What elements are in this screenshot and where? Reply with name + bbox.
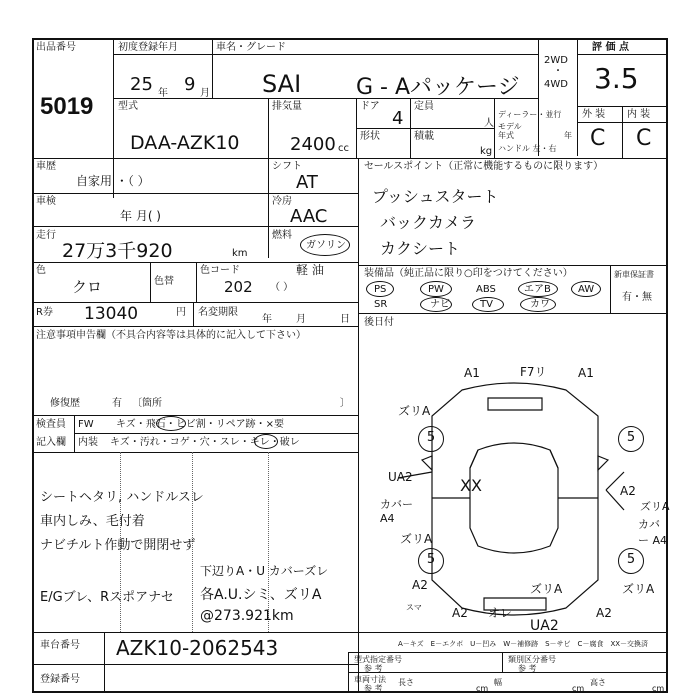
model-year-label: モデル	[498, 122, 522, 131]
divider	[358, 313, 668, 314]
dmg-left-front-door: UA2	[388, 470, 413, 484]
recolor-label: 色替	[154, 276, 174, 287]
equip-kawa-circle	[520, 297, 556, 312]
right-note-3: @273.921km	[200, 608, 294, 624]
divider	[577, 38, 578, 156]
divider	[610, 265, 611, 313]
repair-label: 修復歴	[50, 398, 80, 409]
equip-ps: PS	[374, 284, 387, 295]
model-label: 車名・グレード	[216, 42, 286, 53]
note-line-2: 車内しみ、毛付着	[40, 514, 145, 529]
drive-2wd: 2WD	[544, 55, 568, 66]
divider	[502, 652, 503, 672]
dmg-right-1: A2	[620, 484, 636, 498]
divider	[348, 652, 668, 653]
length-cm: cm	[476, 684, 489, 693]
sales-line-1: プッシュスタート	[372, 187, 499, 206]
dmg-left-rear-door: ズリA	[400, 532, 433, 546]
hood-detail	[488, 398, 542, 410]
score-value: 3.5	[594, 62, 639, 95]
length-label: 長さ	[398, 678, 414, 687]
divider	[538, 38, 539, 156]
divider	[494, 98, 495, 158]
dmg-right-rear: ズリA	[622, 582, 655, 596]
mirror-left	[422, 456, 432, 470]
cc-unit: cc	[338, 143, 349, 154]
color-label: 色	[36, 265, 46, 276]
dmg-mirror-note: スマ	[406, 603, 422, 612]
sales-line-3: カクシート	[380, 239, 461, 258]
equip-ps-circle	[366, 281, 394, 297]
score-label: 評 価 点	[592, 42, 629, 53]
mileage-value: 27万3千920	[62, 240, 173, 262]
r-label: R券	[36, 307, 53, 318]
fw-items: キズ・飛石・ヒビ割・リペア跡・×要	[116, 419, 284, 430]
dmg-rear-ua2: UA2	[530, 618, 559, 634]
class-label: 類別区分番号	[508, 655, 556, 664]
yen-unit: 円	[176, 307, 186, 318]
type-cert-label: 型式指定番号	[354, 655, 402, 664]
equip-airbag: エアB	[524, 284, 551, 295]
interior-tag: 内装	[78, 437, 98, 448]
size-label: 車両寸法	[354, 675, 386, 684]
person-unit: 人	[484, 118, 494, 129]
month-unit: 月	[200, 88, 210, 99]
reg-year: 25	[130, 74, 153, 95]
chassis-label: 車台番号	[40, 640, 80, 651]
width-label: 幅	[494, 678, 502, 687]
height-label: 高さ	[590, 678, 606, 687]
capacity-label: 定員	[414, 101, 434, 112]
pillar-line	[470, 450, 478, 468]
note-line-3: ナビチルト作動で開閉せず	[40, 538, 196, 553]
dmg-bent: オレ	[488, 606, 513, 620]
type-label: 型式	[118, 101, 138, 112]
warranty-label: 新車保証書	[614, 270, 654, 279]
divider	[268, 98, 269, 158]
divider	[358, 158, 359, 693]
repair-bracket: 〕	[340, 398, 350, 409]
color-value: クロ	[72, 278, 103, 296]
exterior-grade: C	[590, 126, 606, 151]
dotted-divider	[268, 452, 269, 632]
divider	[212, 38, 213, 98]
model-name: SAI	[262, 70, 302, 98]
fuel-diesel: 軽 油	[296, 263, 324, 277]
right-note-1: 下辺りA・U カバーズレ	[200, 564, 329, 578]
exterior-label: 外 装	[582, 109, 606, 120]
repair-place: 〔箇所	[132, 398, 162, 409]
entrant-label: 記入欄	[36, 437, 66, 448]
equip-kawa: カワ	[530, 299, 550, 310]
km-unit: km	[232, 248, 248, 259]
registration-label: 登録番号	[40, 674, 80, 685]
load-label: 積載	[414, 131, 434, 142]
displacement-label: 排気量	[272, 101, 302, 112]
drive-4wd: 4WD	[544, 79, 568, 90]
dmg-roof: XX	[460, 476, 482, 495]
tire-fr: 5	[618, 426, 644, 452]
divider	[32, 632, 668, 633]
inspection-value: 年 月( )	[120, 209, 161, 223]
divider	[32, 193, 358, 194]
ac-value: AAC	[290, 206, 328, 227]
model-year-sub: 年式	[498, 131, 514, 140]
reg-month: 9	[184, 74, 196, 95]
doors-label: ドア	[360, 101, 380, 112]
equip-pw: PW	[428, 284, 444, 295]
chassis-number: AZK10-2062543	[116, 636, 279, 660]
fuel-circle	[300, 234, 350, 256]
fuel-other: （ ）	[270, 282, 294, 293]
tire-rl: 5	[418, 548, 444, 574]
r-value: 13040	[84, 304, 139, 324]
divider	[193, 302, 194, 326]
nc-year: 年	[262, 314, 272, 325]
warranty-value: 有・無	[622, 292, 652, 303]
dmg-right-2: ズリA	[640, 500, 670, 513]
divider	[577, 54, 668, 55]
dmg-front-right: A1	[578, 366, 594, 380]
notes-label: 注意事項申告欄（不具合内容等は具体的に記入して下さい）	[36, 330, 306, 341]
divider	[32, 326, 358, 327]
interior-label: 内 装	[627, 109, 651, 120]
dmg-rear-left: A2	[412, 578, 428, 592]
height-cm: cm	[652, 684, 665, 693]
year-suffix: 年	[564, 131, 572, 140]
divider	[150, 262, 151, 302]
grade: G - Aパッケージ	[356, 75, 520, 100]
nc-day: 日	[340, 314, 350, 325]
shape-label: 形状	[360, 131, 380, 142]
equip-tv-circle	[472, 297, 504, 312]
equip-sr: SR	[374, 299, 388, 310]
doors-value: 4	[392, 108, 404, 129]
size-sub: 参 考	[364, 684, 383, 693]
divider	[32, 415, 358, 416]
fw-label: FW	[78, 419, 94, 430]
note-line-4: E/Gブレ、Rスポアナセ	[40, 590, 174, 605]
type-value: DAA-AZK10	[130, 132, 240, 154]
dealer-label: ディーラー・並行	[498, 110, 562, 119]
pillar-line	[550, 450, 558, 468]
divider	[113, 98, 538, 99]
divider	[113, 54, 538, 55]
sales-line-2: バックカメラ	[380, 213, 477, 232]
interior-grade: C	[636, 126, 652, 151]
equip-navi: ナビ	[430, 299, 450, 310]
divider	[32, 302, 358, 303]
equip-aw-circle	[571, 281, 601, 297]
divider	[358, 265, 668, 266]
fuel-label: 燃料	[272, 230, 292, 241]
divider	[196, 262, 197, 302]
mileage-label: 走行	[36, 230, 56, 241]
dmg-fender-left: ズリA	[398, 404, 431, 418]
nc-month: 月	[296, 314, 306, 325]
divider	[348, 652, 349, 693]
inspector-label: 検査員	[36, 419, 66, 430]
car-body-outline	[432, 383, 598, 615]
drive-dot: ・	[553, 66, 563, 77]
car-cabin-outline	[470, 443, 558, 553]
name-change-label: 名変期限	[198, 307, 238, 318]
rear-seat-label: 後日付	[364, 317, 394, 328]
history-label: 車歴	[36, 161, 56, 172]
first-reg-label: 初度登録年月	[118, 42, 178, 53]
dmg-right-cover: カバー A4	[638, 518, 668, 547]
divider	[356, 128, 494, 129]
divider	[622, 106, 623, 158]
divider	[268, 158, 269, 258]
wear-circle	[254, 434, 278, 449]
width-cm: cm	[572, 684, 585, 693]
dmg-rear-a2: A2	[452, 606, 468, 620]
history-value: 自家用 ・（ ）	[76, 174, 150, 188]
divider	[32, 158, 668, 159]
dmg-rear-right: A2	[596, 606, 612, 620]
inspection-label: 車検	[36, 196, 56, 207]
ac-label: 冷房	[272, 196, 292, 207]
kg-unit: kg	[480, 146, 493, 157]
divider	[104, 632, 105, 693]
color-code-value: 202	[224, 278, 253, 296]
equip-abs: ABS	[476, 284, 496, 295]
mirror-right	[598, 456, 608, 470]
sales-label: セールスポイント（正常に機能するものに限ります）	[364, 161, 604, 172]
dmg-front-left: A1	[464, 366, 480, 380]
equipment-label: 装備品（純正品に限り○印をつけてください）	[364, 268, 573, 279]
equip-pw-circle	[420, 281, 452, 297]
type-cert-sub: 参 考	[364, 664, 383, 673]
lot-label: 出品番号	[36, 42, 76, 53]
displacement-value: 2400	[290, 134, 336, 155]
shift-value: AT	[296, 172, 318, 193]
divider	[348, 672, 668, 673]
tire-rr: 5	[618, 548, 644, 574]
fuel-gasoline: ガソリン	[306, 240, 346, 251]
dmg-front: F7リ	[520, 365, 547, 379]
class-sub: 参 考	[518, 664, 537, 673]
interior-items: キズ・汚れ・コゲ・穴・スレ・キレ・破レ	[110, 437, 300, 448]
year-unit: 年	[158, 88, 168, 99]
dmg-rear-bumper: ズリA	[530, 582, 563, 596]
right-note-2: 各A.U.シミ、ズリA	[200, 587, 322, 603]
equip-airbag-circle	[518, 281, 558, 297]
divider	[74, 433, 358, 434]
equip-tv: TV	[480, 299, 493, 310]
dmg-left-cover: カバー A4	[380, 498, 413, 525]
lot-number: 5019	[40, 93, 94, 120]
repair-has: 有	[112, 398, 122, 409]
equip-navi-circle	[420, 297, 452, 312]
equip-aw: AW	[578, 284, 595, 295]
divider	[32, 452, 358, 453]
note-line-1: シートヘタリ, ハンドルスレ	[40, 490, 204, 505]
tire-fl: 5	[418, 426, 444, 452]
handle-label: ハンドル 左・右	[498, 144, 557, 153]
divider	[32, 664, 358, 665]
shift-label: シフト	[272, 161, 302, 172]
damage-legend: A－キズ E－エクボ U－凹み W－補修跡 S－サビ C－腐食 XX－交換済	[398, 640, 649, 648]
color-code-label: 色コード	[200, 265, 240, 276]
stone-chip-circle	[156, 416, 186, 431]
